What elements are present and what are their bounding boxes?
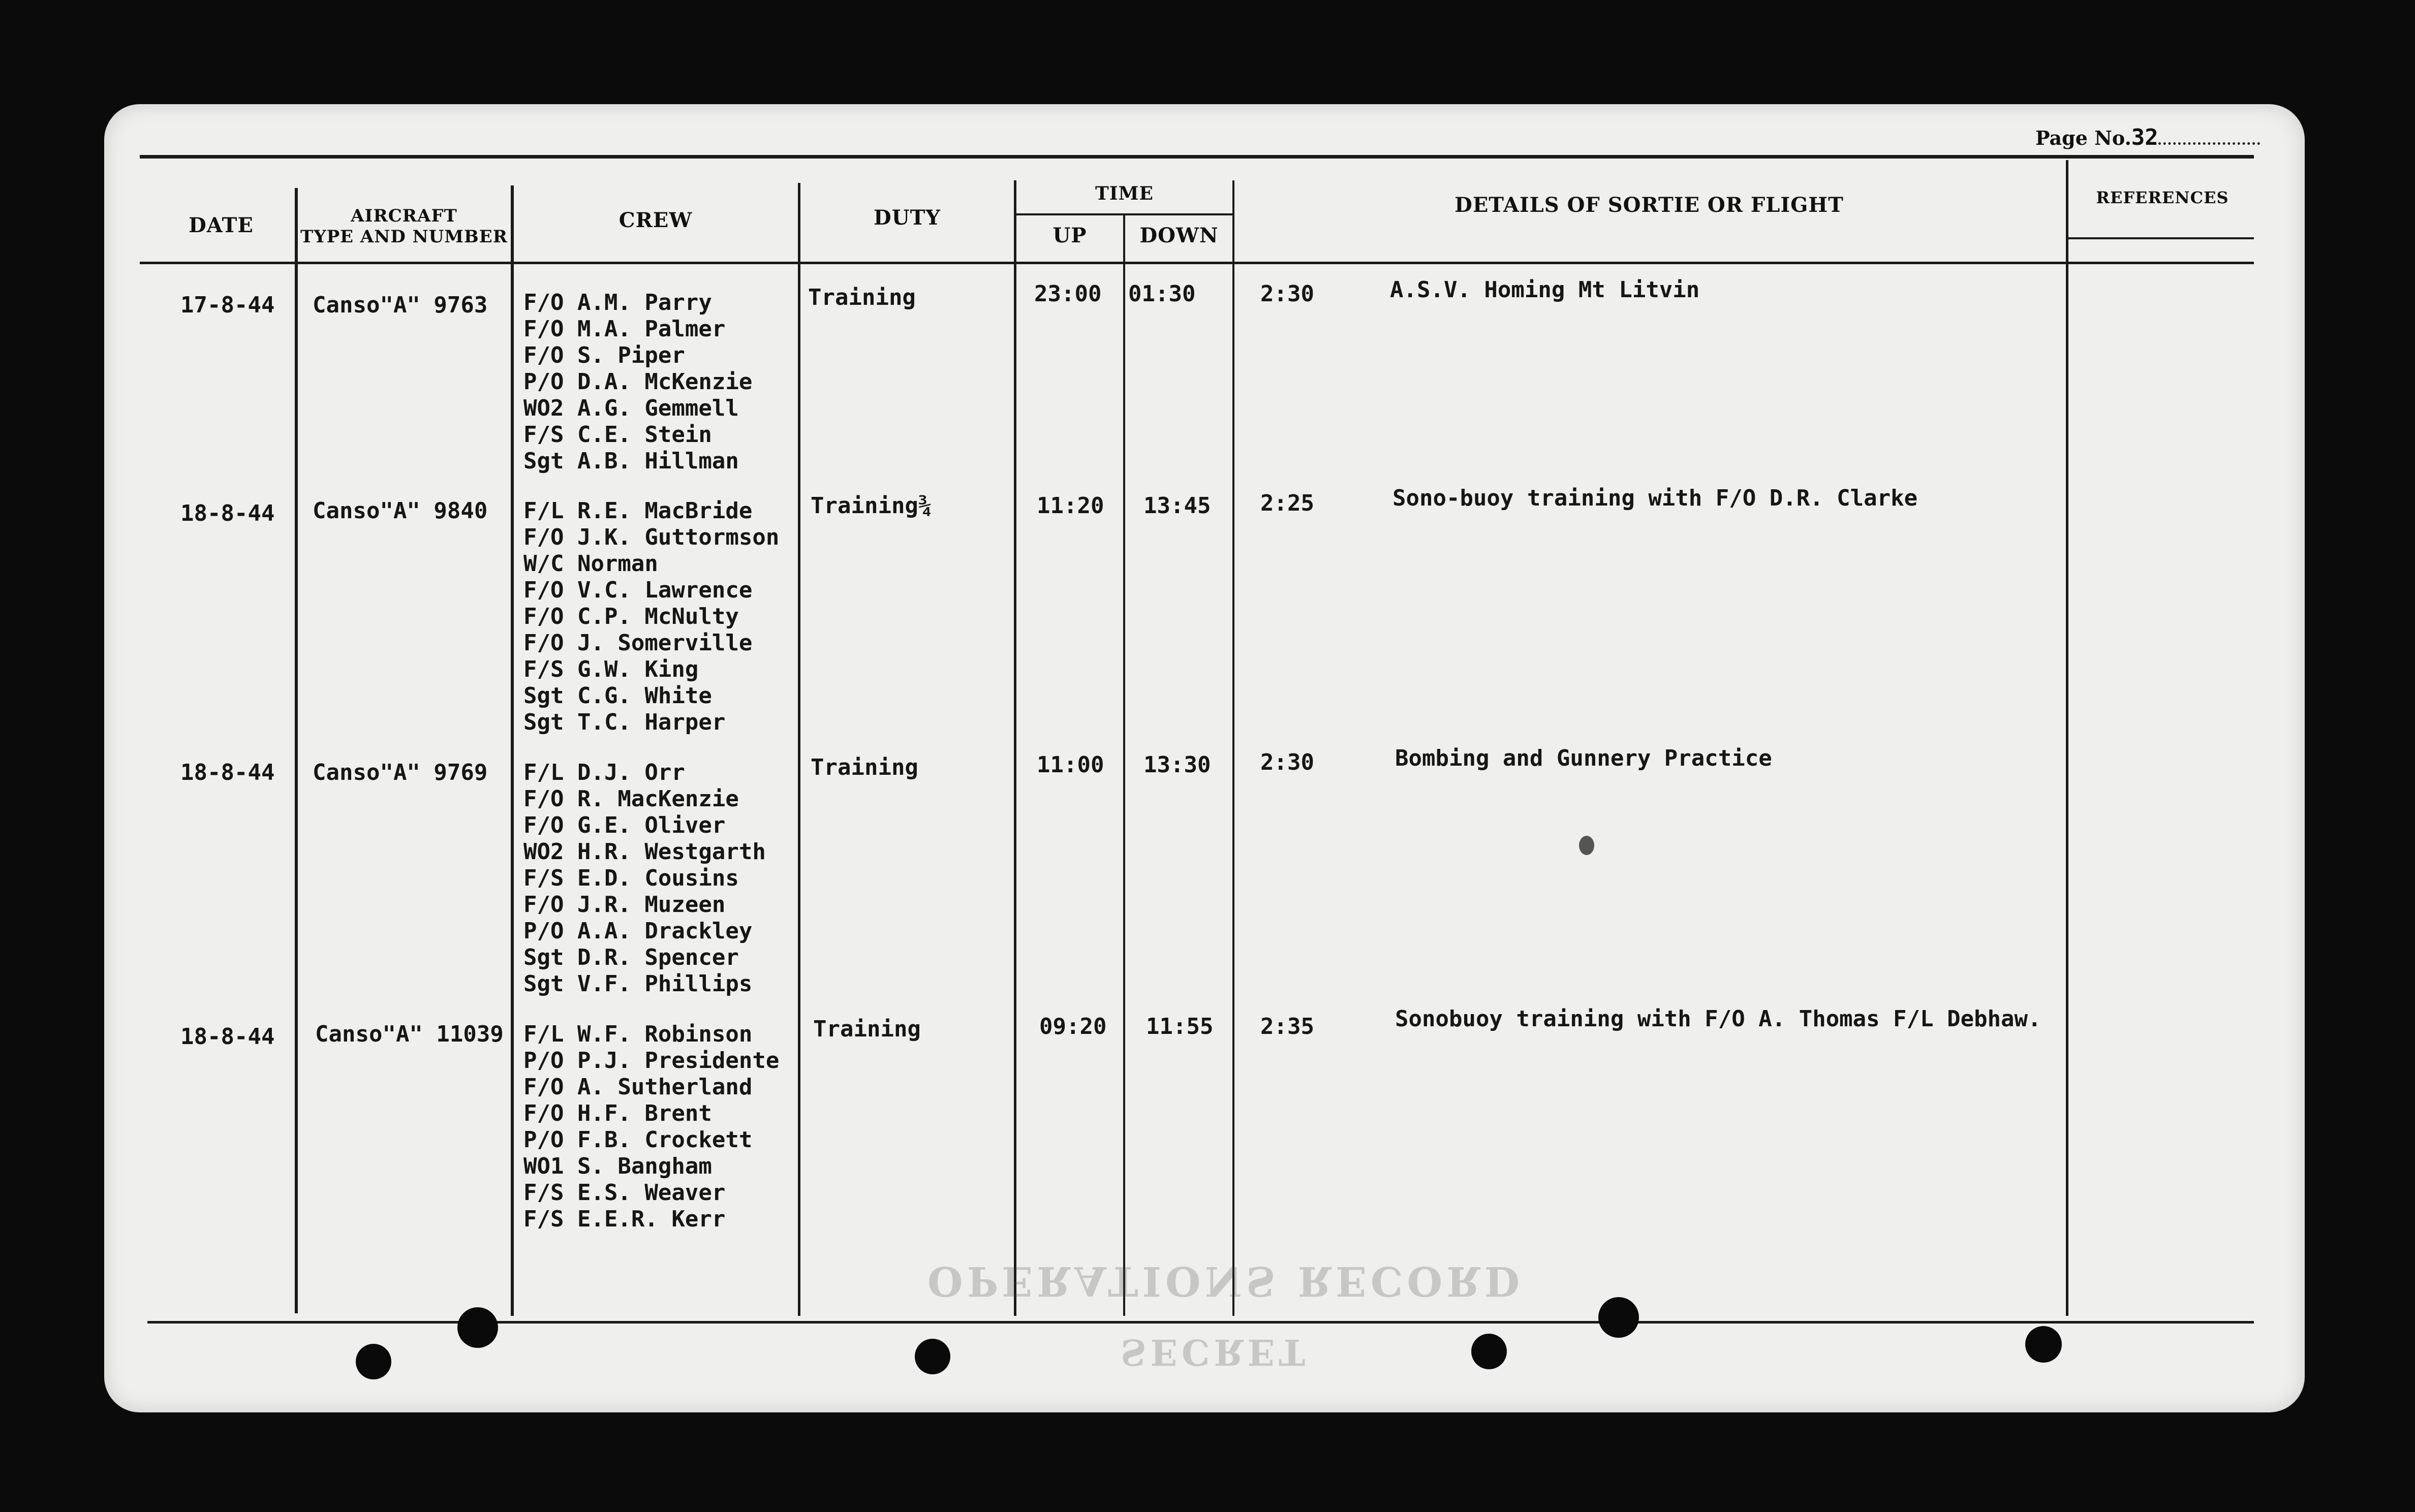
references-header-rule xyxy=(2066,237,2254,239)
top-rule xyxy=(140,155,2254,159)
bleed-through-classification: SECRET xyxy=(1121,1331,1310,1373)
crew-member: F/L W.F. Robinson xyxy=(523,1021,753,1047)
crew-member: Sgt C.G. White xyxy=(523,683,712,709)
crew-member: F/S G.W. King xyxy=(523,656,699,682)
sortie-time-up: 09:20 xyxy=(1039,1014,1107,1040)
sortie-details: Sono-buoy training with F/O D.R. Clarke xyxy=(1392,485,1918,511)
sortie-duty: Training xyxy=(813,1016,921,1042)
crew-member: F/O A.M. Parry xyxy=(523,290,712,316)
sortie-time-down: 13:30 xyxy=(1143,752,1211,778)
punch-hole xyxy=(915,1339,950,1374)
crew-member: Sgt A.B. Hillman xyxy=(523,448,739,474)
sortie-duration: 2:25 xyxy=(1260,490,1314,516)
crew-member: F/L D.J. Orr xyxy=(523,760,685,785)
header-up: UP xyxy=(1052,224,1087,247)
crew-member: F/S E.S. Weaver xyxy=(523,1180,726,1206)
punch-hole xyxy=(1471,1334,1507,1369)
crew-member: P/O P.J. Presidente xyxy=(523,1048,780,1074)
sortie-date: 18-8-44 xyxy=(180,1024,275,1050)
crew-member: F/O R. MacKenzie xyxy=(523,786,739,812)
sortie-aircraft: Canso"A" 9763 xyxy=(313,292,488,318)
page-number xyxy=(2035,124,2260,150)
crew-member: F/O S. Piper xyxy=(523,342,685,368)
sortie-duration: 2:30 xyxy=(1260,281,1314,307)
page-number-value: 32 xyxy=(2131,124,2158,150)
sortie-details: A.S.V. Homing Mt Litvin xyxy=(1390,277,1700,303)
header-bottom-rule xyxy=(140,262,2254,264)
sortie-time-down: 01:30 xyxy=(1128,281,1196,307)
crew-member: F/L R.E. MacBride xyxy=(523,498,753,524)
ink-spot xyxy=(1579,836,1594,855)
column-divider-duty xyxy=(1014,180,1016,1316)
punch-hole xyxy=(457,1307,498,1348)
crew-member: F/O V.C. Lawrence xyxy=(523,577,753,603)
crew-member: WO1 S. Bangham xyxy=(523,1153,712,1179)
sortie-duty: Training xyxy=(808,285,916,310)
sortie-date: 18-8-44 xyxy=(180,500,275,526)
sortie-date: 18-8-44 xyxy=(180,760,275,785)
header-date: DATE xyxy=(189,213,254,237)
sortie-aircraft: Canso"A" 11039 xyxy=(315,1021,504,1047)
column-divider-up xyxy=(1123,213,1125,1316)
sortie-date: 17-8-44 xyxy=(180,292,275,318)
sortie-crew xyxy=(523,498,779,736)
sortie-crew xyxy=(523,1021,779,1233)
header-duty: DUTY xyxy=(874,206,941,230)
sortie-crew xyxy=(523,290,752,475)
sortie-aircraft: Canso"A" 9769 xyxy=(313,760,488,785)
header-crew: CREW xyxy=(618,208,693,232)
sortie-duty: Training xyxy=(811,754,918,780)
sortie-duration: 2:35 xyxy=(1260,1014,1314,1040)
crew-member: Sgt T.C. Harper xyxy=(523,709,726,735)
punch-hole xyxy=(1598,1297,1639,1338)
column-divider-crew xyxy=(798,183,800,1316)
header-details: DETAILS OF SORTIE OR FLIGHT xyxy=(1454,193,1844,217)
record-card xyxy=(104,104,2305,1412)
sortie-crew xyxy=(523,760,766,997)
sortie-time-down: 11:55 xyxy=(1146,1014,1214,1040)
crew-member: Sgt D.R. Spencer xyxy=(523,944,739,970)
column-divider-date xyxy=(295,188,298,1313)
sortie-details: Sonobuoy training with F/O A. Thomas F/L Debhaw. xyxy=(1395,1006,2041,1032)
crew-member: Sgt V.F. Phillips xyxy=(523,971,753,997)
sortie-time-up: 11:20 xyxy=(1037,493,1104,519)
crew-member: WO2 A.G. Gemmell xyxy=(523,395,739,421)
sortie-duty: Training¾ xyxy=(811,493,932,519)
crew-member: F/O M.A. Palmer xyxy=(523,316,726,342)
page-number-label: Page No. xyxy=(2035,127,2131,149)
crew-member: F/S E.E.R. Kerr xyxy=(523,1206,726,1232)
crew-member: F/O J.R. Muzeen xyxy=(523,892,726,918)
crew-member: F/S E.D. Cousins xyxy=(523,865,739,891)
column-divider-aircraft xyxy=(511,185,514,1316)
crew-member: F/O J. Somerville xyxy=(523,630,753,656)
punch-hole xyxy=(2025,1326,2062,1363)
crew-member: WO2 H.R. Westgarth xyxy=(523,839,766,865)
crew-member: F/O J.K. Guttormson xyxy=(523,524,780,550)
sortie-time-up: 23:00 xyxy=(1034,281,1102,307)
column-divider-down xyxy=(1232,180,1234,1316)
crew-member: P/O F.B. Crockett xyxy=(523,1127,753,1153)
sortie-duration: 2:30 xyxy=(1260,749,1314,775)
crew-member: F/S C.E. Stein xyxy=(523,422,712,448)
header-aircraft: AIRCRAFT TYPE AND NUMBER xyxy=(300,206,508,247)
bleed-through-form-title: OPERATIONS RECORD xyxy=(927,1257,1524,1305)
crew-member: F/O A. Sutherland xyxy=(523,1074,753,1100)
sortie-details: Bombing and Gunnery Practice xyxy=(1395,745,1772,771)
crew-member: F/O H.F. Brent xyxy=(523,1100,712,1126)
page-number-dotted-line xyxy=(2158,142,2260,145)
column-divider-details xyxy=(2066,160,2068,1316)
crew-member: W/C Norman xyxy=(523,551,658,577)
header-time: TIME xyxy=(1095,183,1154,204)
sortie-time-down: 13:45 xyxy=(1143,493,1211,519)
crew-member: P/O A.A. Drackley xyxy=(523,918,753,944)
header-references: REFERENCES xyxy=(2096,188,2229,207)
header-down: DOWN xyxy=(1139,224,1219,247)
punch-hole xyxy=(356,1344,391,1379)
sortie-time-up: 11:00 xyxy=(1037,752,1104,778)
crew-member: F/O C.P. McNulty xyxy=(523,604,739,629)
sortie-aircraft: Canso"A" 9840 xyxy=(313,498,488,524)
crew-member: P/O D.A. McKenzie xyxy=(523,369,753,395)
crew-member: F/O G.E. Oliver xyxy=(523,812,726,838)
